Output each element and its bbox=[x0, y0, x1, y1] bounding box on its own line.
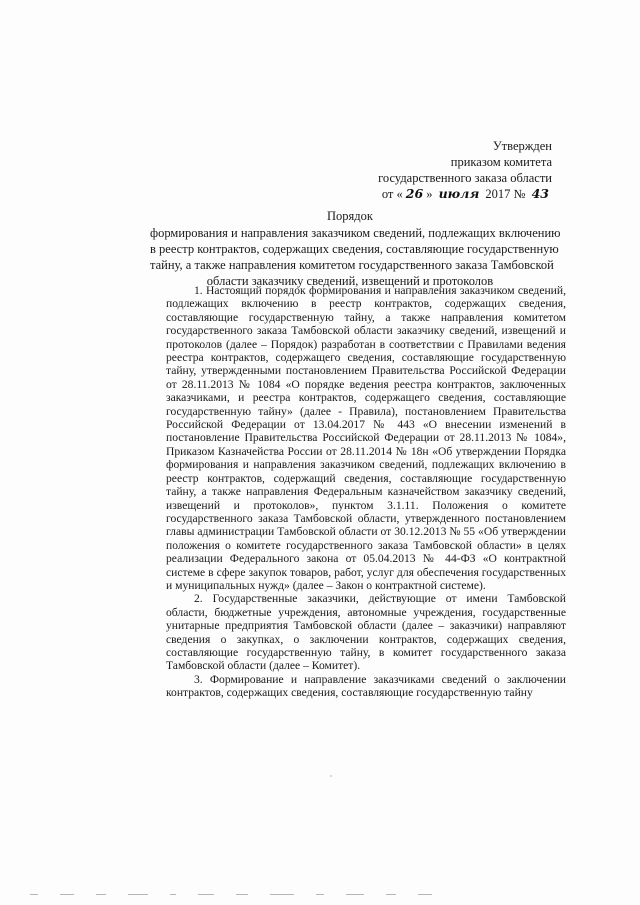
approval-order-line: приказом комитета bbox=[450, 155, 552, 169]
scan-speck bbox=[330, 775, 332, 777]
title-line: тайну, а также направления комитетом государственного заказа Тамбовской bbox=[150, 258, 554, 272]
title-line: в реестр контрактов, содержащих сведения, составляющие государственную bbox=[150, 242, 559, 256]
document-title-block bbox=[150, 208, 561, 289]
approval-committee-line: государственного заказа области bbox=[378, 171, 552, 185]
document-title: Порядок bbox=[327, 209, 373, 223]
document-body bbox=[166, 284, 566, 700]
paragraph-1: 1. Настоящий порядок формирования и направления заказчиком сведений, подлежащих включению в реестр контрактов, содержащих сведения, составляющие государственную тайну, а также направления комитетом государственного заказа Тамбовской области заказчику сведений, извещений и протоколов (далее – Порядок) разработан в соответствии с Правилами ведения реестра контрактов, содержащего сведения, составляющие государственную тайну, утвержденными постановлением Правительства Российской Федерации от 28.11.2013 № 1084 «О порядке ведения реестра контрактов, заключенных заказчиками, и реестра контрактов, содержащего сведения, составляющие государственную тайну» (далее - Правила), постановлением Правительства Российской Федерации от 13.04.2017 № 443 «О внесении изменений в постановление Правительства Российской Федерации от 28.11.2013 № 1084», Приказом Казначейства России от 28.11.2014 № 18н «Об утверждении Порядка формирования и направления заказчиком сведений, подлежащих включению в реестр контрактов, содержащий сведения, составляющие государственную тайну, а также направления Федеральным казначейством заказчику сведений, извещений и протоколов», пунктом 3.1.11. Положения о комитете государственного заказа Тамбовской области, утвержденного постановлением главы администрации Тамбовской области от 30.12.2013 № 55 «Об утверждении положения о комитете государственного заказа Тамбовской области» в целях реализации Федерального закона от 05.04.2013 № 44-ФЗ «О контрактной системе в сфере закупок товаров, работ, услуг для обеспечения государственных и муниципальных нужд» (далее – Закон о контрактной системе). bbox=[166, 284, 566, 592]
handwritten-day: 26 bbox=[405, 186, 424, 201]
date-prefix: от « bbox=[381, 187, 403, 201]
paragraph-3: 3. Формирование и направление заказчиками сведений о заключении контрактов, содержащих сведения, составляющие государственную тайну bbox=[166, 672, 566, 700]
date-mid: » bbox=[426, 187, 433, 201]
paragraph-2: 2. Государственные заказчики, действующие от имени Тамбовской области, бюджетные учреждения, автономные учреждения, государственные унитарные предприятия Тамбовской области (далее – заказчики) направляют сведения о закупках, о заключении контрактов, содержащих сведения, составляющие государственную тайну, в комитет государственного заказа Тамбовской области (далее – Комитет). bbox=[166, 592, 566, 673]
approval-stamp-block bbox=[352, 138, 552, 202]
approval-date-line bbox=[352, 186, 552, 202]
approval-title: Утвержден bbox=[492, 139, 552, 153]
scan-edge-marks bbox=[30, 889, 620, 895]
date-year: 2017 № bbox=[485, 187, 526, 201]
handwritten-month: июля bbox=[438, 186, 480, 201]
handwritten-number: 43 bbox=[531, 186, 549, 201]
title-line: формирования и направления заказчиком сведений, подлежащих включению bbox=[150, 226, 561, 240]
title-line: области заказчику сведений, извещений и протоколов bbox=[206, 274, 494, 288]
